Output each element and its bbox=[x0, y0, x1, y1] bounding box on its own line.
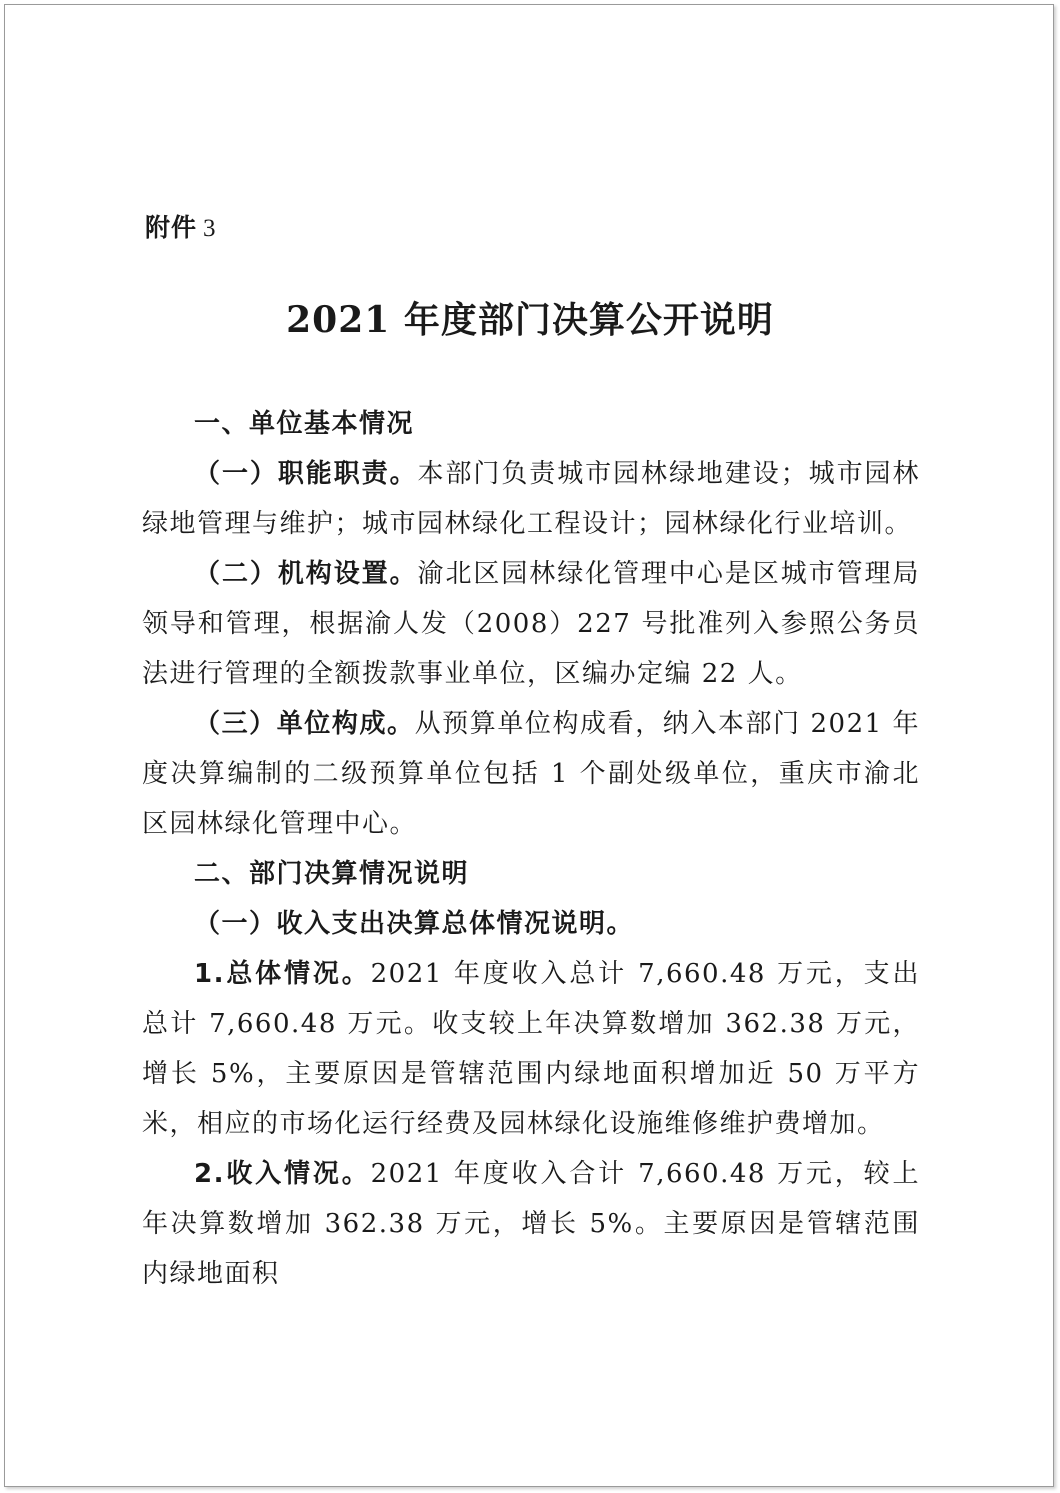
paragraph-lead: （三）单位构成。 bbox=[194, 709, 415, 739]
section-heading-2: 二、部门决算情况说明 bbox=[194, 859, 470, 889]
paragraph-text: 从预算单位构成看，纳入本部门 2021 年度决算编制的二级预算单位包括 1 个副处级单位，重庆市渝北区园林绿化管理中心。 bbox=[142, 709, 920, 839]
paragraph-lead: （二）机构设置。 bbox=[194, 559, 418, 589]
paragraph-income bbox=[142, 1149, 920, 1299]
paragraph-lead: 2.收入情况。 bbox=[194, 1159, 371, 1189]
paragraph-text: 渝北区园林绿化管理中心是区城市管理局领导和管理，根据渝人发（2008）227 号批准列入参照公务员法进行管理的全额拨款事业单位，区编办定编 22 人。 bbox=[142, 559, 920, 689]
paragraph-lead: （一）职能职责。 bbox=[194, 459, 418, 489]
paragraph-text: 2021 年度收入总计 7,660.48 万元，支出总计 7,660.48 万元。收支较上年决算数增加 362.38 万元，增长 5%，主要原因是管辖范围内绿地面积增加近 50 万平方米，相应的市场化运行经费及园林绿化设施维修维护费增加。 bbox=[142, 959, 920, 1139]
document-body bbox=[142, 399, 920, 1299]
subsection-heading: （一）收入支出决算总体情况说明。 bbox=[194, 909, 635, 939]
attachment-label: 附件 3 bbox=[145, 213, 217, 242]
paragraph-composition bbox=[142, 699, 920, 849]
section-heading-1: 一、单位基本情况 bbox=[194, 409, 415, 439]
paragraph-text: 2021 年度收入合计 7,660.48 万元，较上年决算数增加 362.38 万元，增长 5%。主要原因是管辖范围内绿地面积 bbox=[142, 1159, 920, 1289]
paragraph-functions bbox=[142, 449, 920, 549]
document-title: 2021 年度部门决算公开说明 bbox=[286, 299, 774, 341]
paragraph-text: 本部门负责城市园林绿地建设；城市园林绿地管理与维护；城市园林绿化工程设计；园林绿化行业培训。 bbox=[142, 459, 920, 539]
attachment-number: 3 bbox=[203, 215, 217, 242]
paragraph-overall bbox=[142, 949, 920, 1149]
paragraph-organization bbox=[142, 549, 920, 699]
paragraph-lead: 1.总体情况。 bbox=[194, 959, 371, 989]
